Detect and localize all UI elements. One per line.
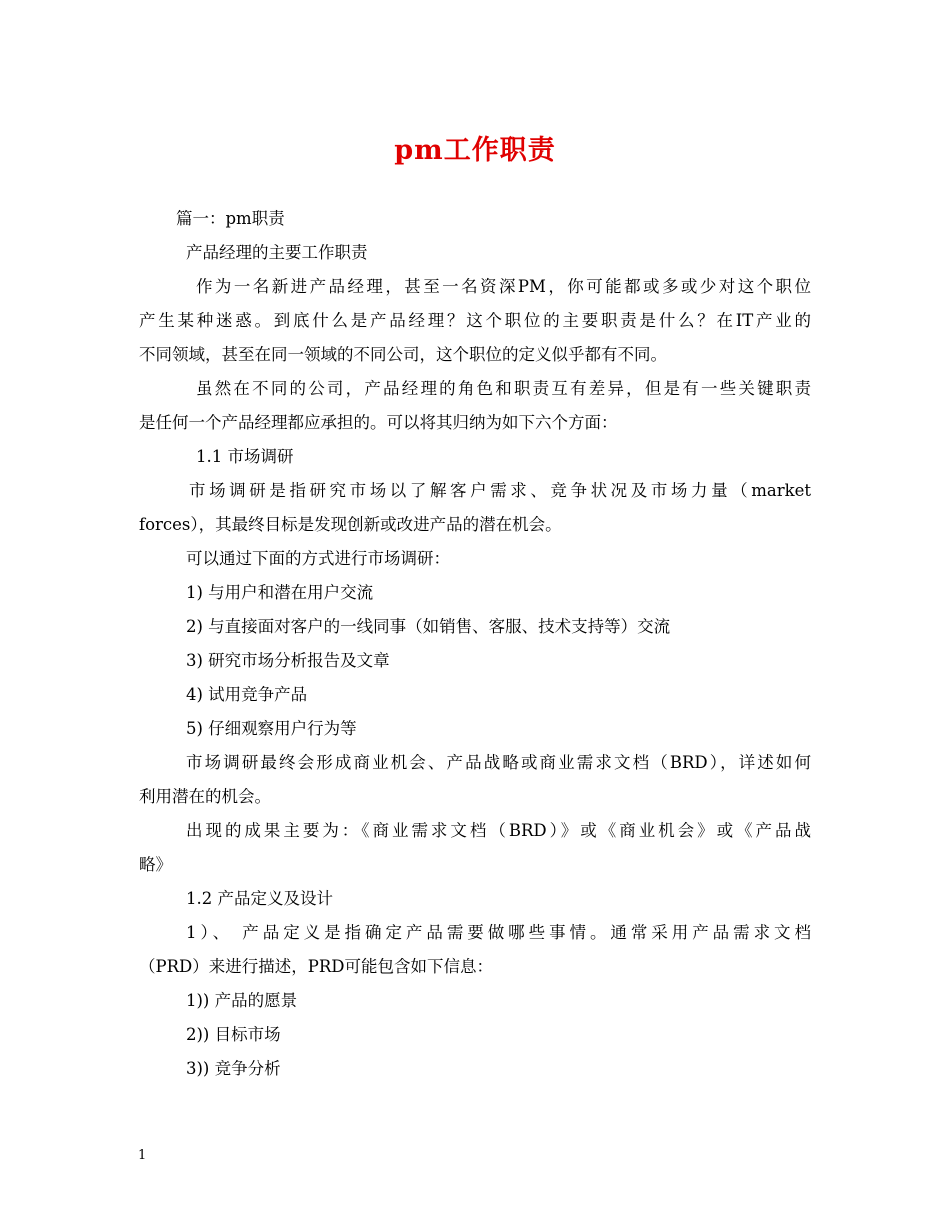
list-item: 2)) 目标市场 bbox=[186, 1025, 281, 1044]
paragraph-line: 略》 bbox=[139, 855, 172, 874]
paragraph-line: forces），其最终目标是发现创新或改进产品的潜在机会。 bbox=[139, 515, 562, 534]
paragraph-line: 不同领域，甚至在同一领域的不同公司，这个职位的定义似乎都有不同。 bbox=[139, 345, 667, 364]
paragraph-line: 产生某种迷惑。到底什么是产品经理？这个职位的主要职责是什么？在IT产业的 bbox=[139, 311, 811, 330]
paragraph-line: 出现的成果主要为：《商业需求文档（BRD）》或《商业机会》或《产品战 bbox=[186, 821, 811, 840]
subheading: 产品经理的主要工作职责 bbox=[186, 243, 368, 262]
paragraph-line: 市场调研最终会形成商业机会、产品战略或商业需求文档（BRD），详述如何 bbox=[186, 753, 811, 772]
paragraph-line: 作为一名新进产品经理，甚至一名资深PM，你可能都或多或少对这个职位 bbox=[196, 277, 811, 296]
list-item: 1) 与用户和潜在用户交流 bbox=[186, 583, 374, 602]
paragraph-line: 市场调研是指研究市场以了解客户需求、竞争状况及市场力量（market bbox=[189, 481, 811, 500]
list-item: 2) 与直接面对客户的一线同事（如销售、客服、技术支持等）交流 bbox=[186, 617, 671, 636]
section-heading: 篇一：pm职责 bbox=[176, 209, 285, 228]
list-item: 5) 仔细观察用户行为等 bbox=[186, 719, 357, 738]
paragraph-line: 利用潜在的机会。 bbox=[139, 787, 271, 806]
paragraph-line: 虽然在不同的公司，产品经理的角色和职责互有差异，但是有一些关键职责 bbox=[196, 379, 811, 398]
list-item: 4) 试用竞争产品 bbox=[186, 685, 308, 704]
list-item: 1)) 产品的愿景 bbox=[186, 991, 298, 1010]
paragraph-line: （PRD）来进行描述，PRD可能包含如下信息： bbox=[139, 957, 494, 976]
section-heading: 1.1 市场调研 bbox=[196, 447, 294, 466]
list-item: 3) 研究市场分析报告及文章 bbox=[186, 651, 390, 670]
list-item: 3)) 竞争分析 bbox=[186, 1059, 281, 1078]
paragraph-line: 1）、 产品定义是指确定产品需要做哪些事情。通常采用产品需求文档 bbox=[186, 923, 811, 942]
page-number: 1 bbox=[138, 1148, 147, 1163]
paragraph-line: 可以通过下面的方式进行市场调研： bbox=[186, 549, 450, 568]
paragraph-line: 是任何一个产品经理都应承担的。可以将其归纳为如下六个方面： bbox=[139, 413, 618, 432]
section-heading: 1.2 产品定义及设计 bbox=[186, 889, 333, 908]
document-title: pm工作职责 bbox=[394, 135, 556, 166]
